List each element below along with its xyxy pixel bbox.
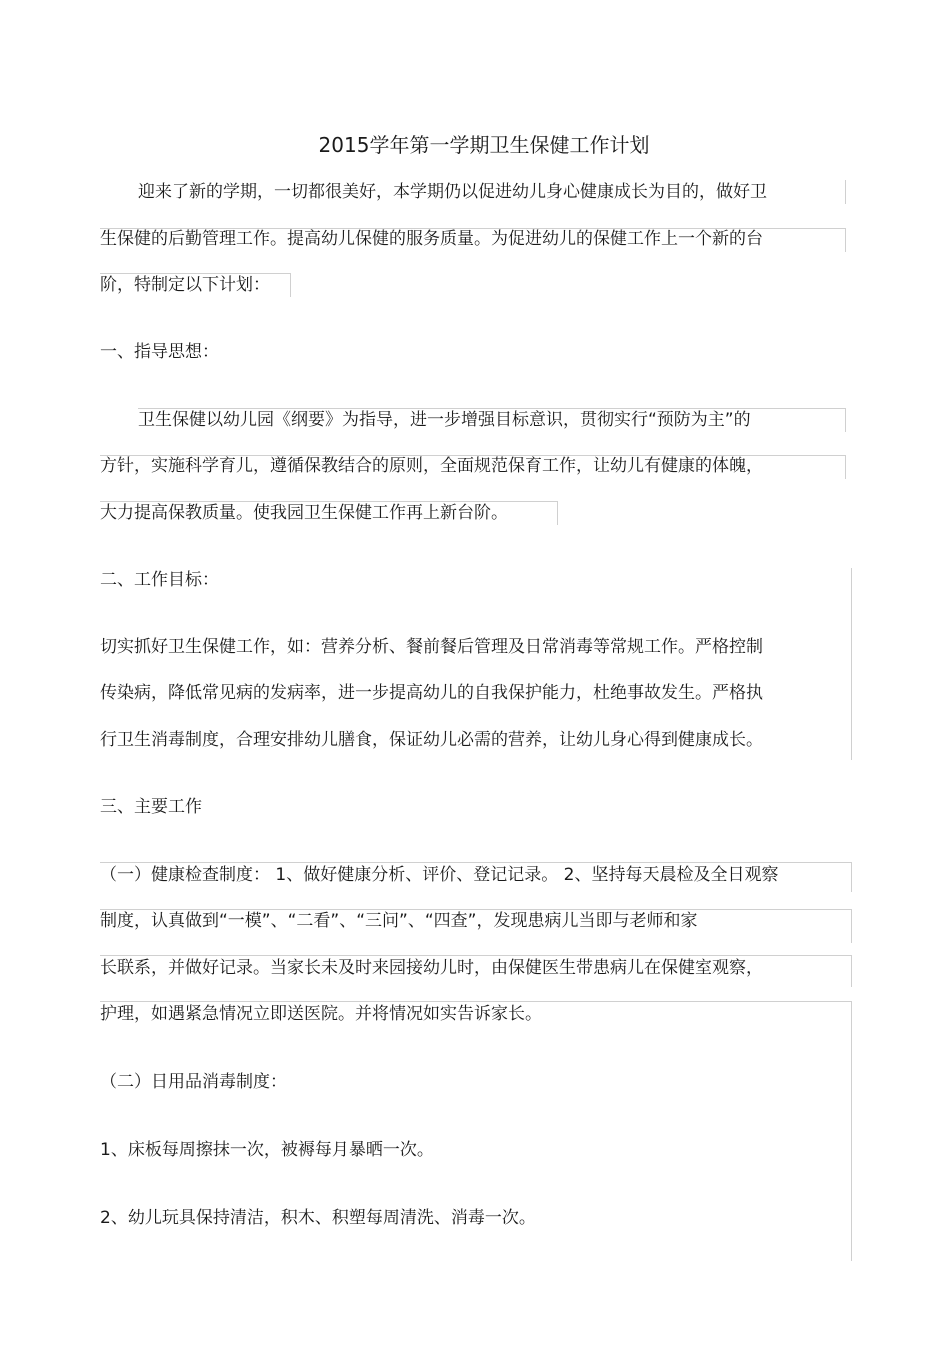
intro-line-2: 生保健的后勤管理工作。提高幼儿保健的服务质量。为促进幼儿的保健工作上一个新的台 bbox=[100, 229, 763, 249]
artifact-rule bbox=[851, 909, 852, 943]
part-2-heading: （二）日用品消毒制度： bbox=[100, 1072, 287, 1092]
section-3-heading: 三、主要工作 bbox=[100, 797, 202, 817]
section-2-line-3: 行卫生消毒制度，合理安排幼儿膳食，保证幼儿必需的营养，让幼儿身心得到健康成长。 bbox=[100, 730, 763, 750]
intro-line-3: 阶，特制定以下计划： bbox=[100, 275, 270, 295]
part-1-line-4: 护理，如遇紧急情况立即送医院。并将情况如实告诉家长。 bbox=[100, 1004, 542, 1024]
section-2-heading: 二、工作目标： bbox=[100, 570, 219, 590]
artifact-rule bbox=[851, 1001, 852, 1261]
section-2-line-1: 切实抓好卫生保健工作，如：营养分析、餐前餐后管理及日常消毒等常规工作。严格控制 bbox=[100, 637, 763, 657]
artifact-rule bbox=[845, 455, 846, 479]
artifact-rule bbox=[845, 180, 846, 204]
artifact-rule bbox=[100, 909, 851, 910]
artifact-rule bbox=[100, 501, 557, 502]
section-1-line-1: 卫生保健以幼儿园《纲要》为指导，进一步增强目标意识，贯彻实行“预防为主”的 bbox=[138, 410, 751, 430]
artifact-rule bbox=[100, 228, 845, 229]
artifact-rule bbox=[100, 1001, 851, 1002]
artifact-rule bbox=[290, 273, 291, 297]
section-1-line-3: 大力提高保教质量。使我园卫生保健工作再上新台阶。 bbox=[100, 503, 508, 523]
artifact-rule bbox=[851, 568, 852, 760]
artifact-rule bbox=[100, 862, 851, 863]
artifact-rule bbox=[851, 862, 852, 892]
artifact-rule bbox=[100, 955, 851, 956]
artifact-rule bbox=[845, 228, 846, 252]
artifact-rule bbox=[845, 408, 846, 432]
artifact-rule bbox=[100, 273, 290, 274]
part-1-line-3: 长联系，并做好记录。当家长未及时来园接幼儿时，由保健医生带患病儿在保健室观察， bbox=[100, 958, 763, 978]
section-1-heading: 一、指导思想： bbox=[100, 342, 219, 362]
intro-line-1: 迎来了新的学期，一切都很美好，本学期仍以促进幼儿身心健康成长为目的，做好卫 bbox=[138, 182, 767, 202]
part-2-item-2: 2、幼儿玩具保持清洁，积木、积塑每周清洗、消毒一次。 bbox=[100, 1208, 536, 1228]
part-2-item-1: 1、床板每周擦抹一次，被褥每月暴晒一次。 bbox=[100, 1140, 434, 1160]
document-title: 2015学年第一学期卫生保健工作计划 bbox=[318, 133, 650, 157]
section-1-line-2: 方针，实施科学育儿，遵循保教结合的原则，全面规范保育工作，让幼儿有健康的体魄， bbox=[100, 456, 763, 476]
artifact-rule bbox=[138, 408, 845, 409]
artifact-rule bbox=[100, 455, 845, 456]
section-2-line-2: 传染病，降低常见病的发病率，进一步提高幼儿的自我保护能力，杜绝事故发生。严格执 bbox=[100, 683, 763, 703]
artifact-rule bbox=[851, 955, 852, 987]
part-1-line-2: 制度，认真做到“一模”、“二看”、“三问”、“四查”，发现患病儿当即与老师和家 bbox=[100, 911, 698, 931]
part-1-line-1: （一）健康检查制度： 1、做好健康分析、评价、登记记录。 2、坚持每天晨检及全日观察 bbox=[100, 865, 779, 885]
artifact-rule bbox=[557, 501, 558, 525]
